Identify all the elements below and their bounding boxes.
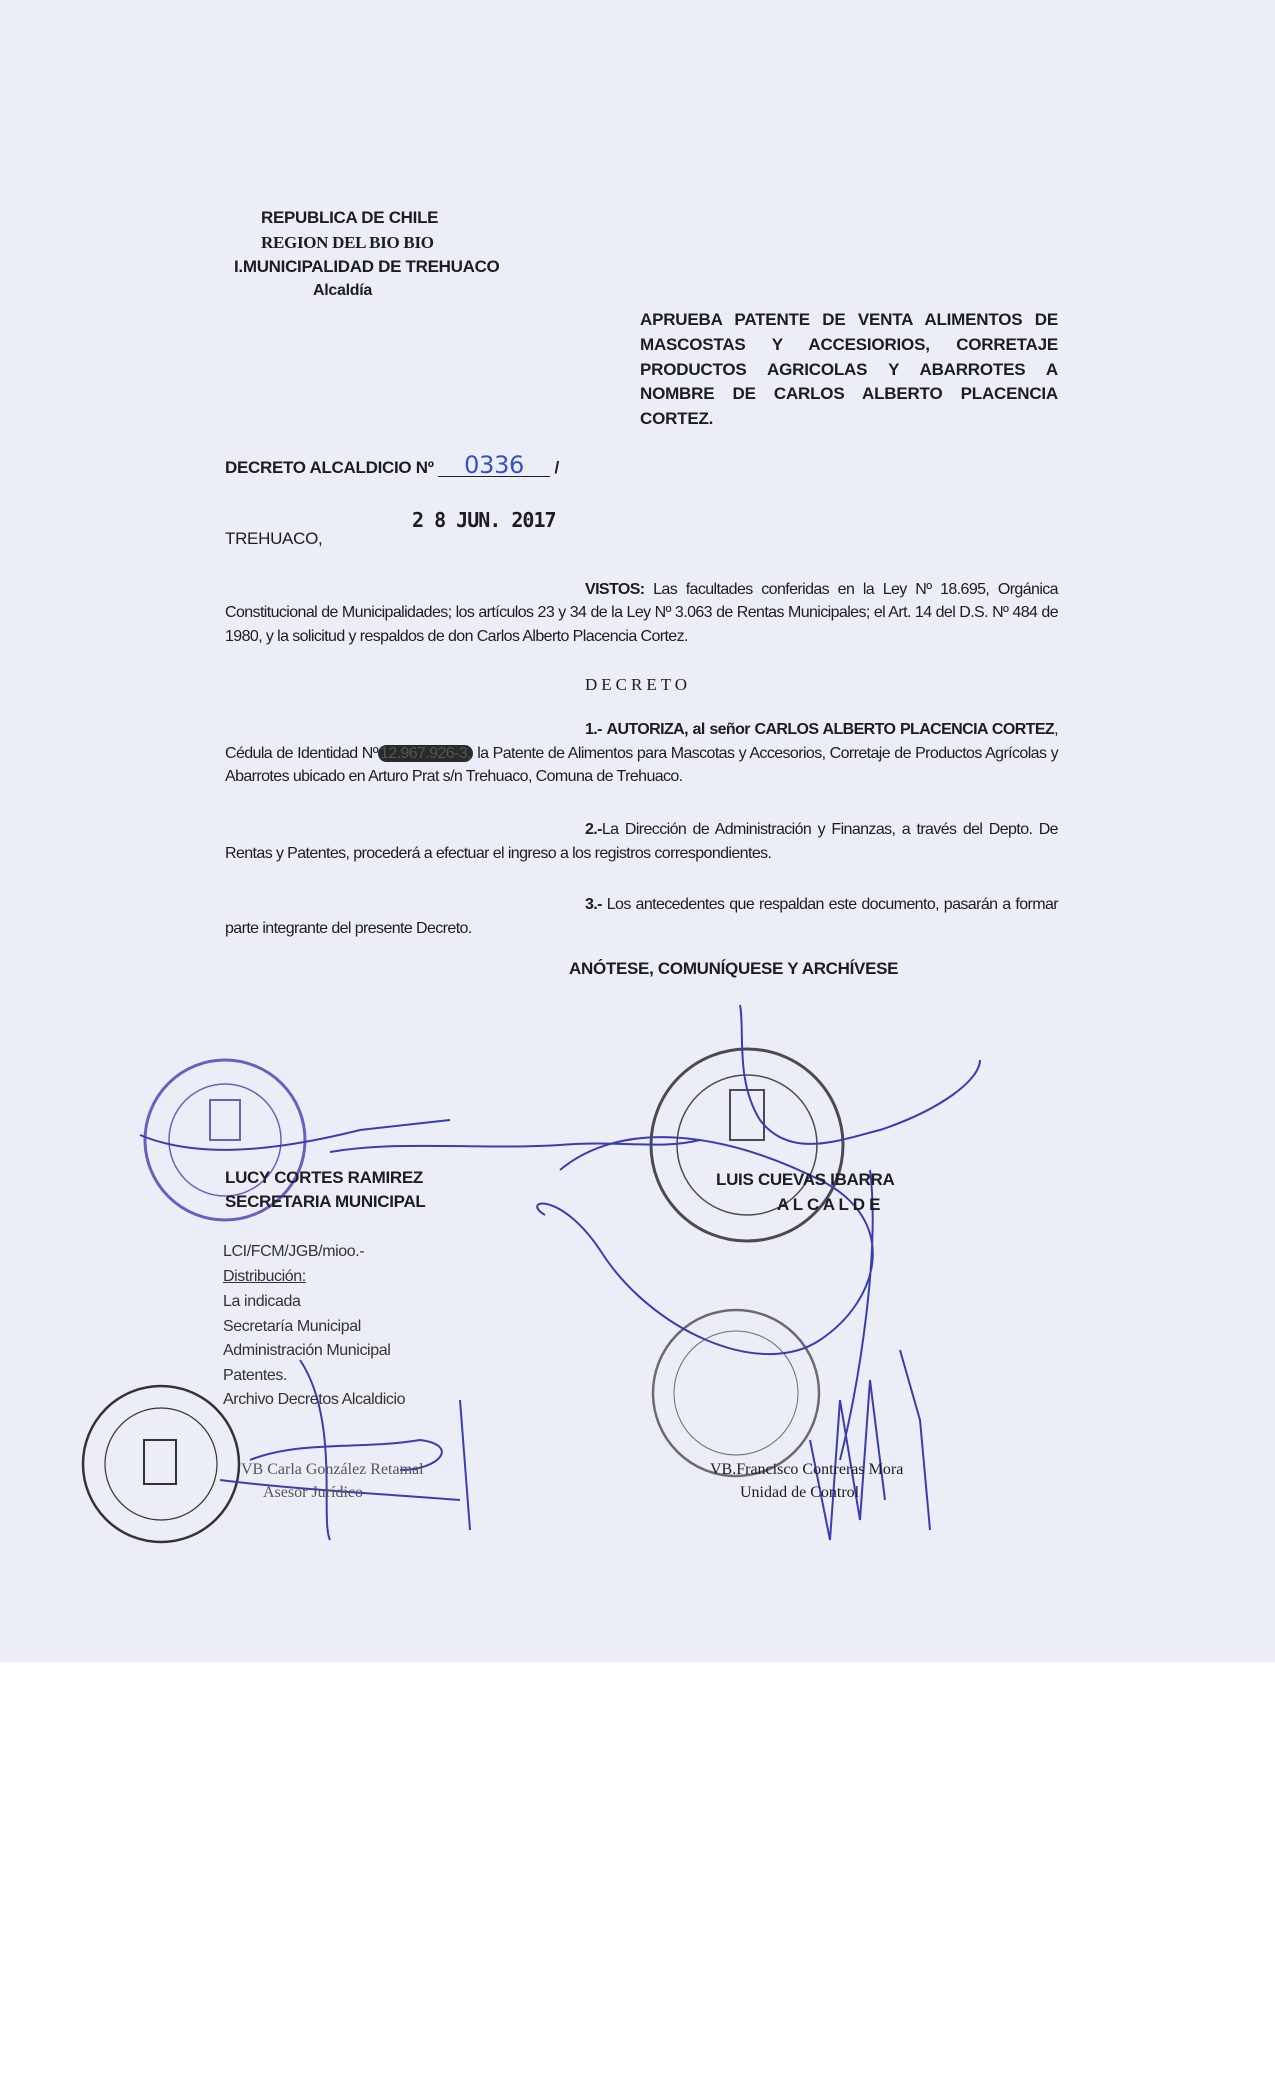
- distribution-label: Distribución:: [223, 1268, 306, 1285]
- header-region: REGION DEL BIO BIO: [261, 233, 434, 252]
- secretary-name: LUCY CORTES RAMIREZ: [225, 1168, 423, 1187]
- header-alcaldia: Alcaldía: [313, 282, 372, 299]
- header-republic: REPUBLICA DE CHILE: [261, 208, 439, 227]
- closing-formula: ANÓTESE, COMUNÍQUESE Y ARCHÍVESE: [569, 959, 899, 979]
- initials: LCI/FCM/JGB/mioo.-: [223, 1243, 365, 1260]
- control-title: Unidad de Control: [740, 1484, 860, 1501]
- vistos-label: VISTOS:: [585, 581, 645, 598]
- item-1-number: 1.-: [585, 721, 602, 739]
- header-municipality: I.MUNICIPALIDAD DE TREHUACO: [234, 257, 500, 276]
- decree-subject: APRUEBA PATENTE DE VENTA ALIMENTOS DE MASCOSTAS Y ACCESIORIOS, CORRETAJE PRODUCTOS AGRICOLAS Y ABARROTES A NOMBRE DE CARLOS ALBERTO PLACENCIA CORTEZ.: [640, 310, 1058, 429]
- redacted-id-number: 12.967.926-3,: [380, 744, 471, 762]
- decree-slash: /: [554, 458, 559, 477]
- decree-date-stamp: 2 8 JUN. 2017: [412, 508, 556, 532]
- item-3-number: 3.-: [585, 896, 602, 914]
- decreto-heading: DECRETO: [585, 675, 692, 695]
- decree-item-1: [225, 718, 1058, 788]
- decree-item-3: [225, 893, 1058, 940]
- mayor-name: LUIS CUEVAS IBARRA: [716, 1170, 895, 1189]
- legal-advisor-name: VB Carla González Retamal: [241, 1461, 424, 1478]
- decree-body: [225, 578, 1058, 980]
- mayor-title: A L C A L D E: [777, 1195, 881, 1214]
- legal-advisor-title: Asesor Jurídico: [263, 1484, 363, 1501]
- vistos-paragraph: [225, 578, 1058, 648]
- item-1-text-a: al señor: [692, 721, 750, 739]
- distribution-item: La indicada: [223, 1293, 301, 1310]
- item-2-number: 2.-: [585, 821, 602, 839]
- distribution-item: Administración Municipal: [223, 1342, 391, 1359]
- decree-place: TREHUACO,: [225, 529, 323, 548]
- distribution-item: Secretaría Municipal: [223, 1318, 361, 1335]
- secretary-title: SECRETARIA MUNICIPAL: [225, 1192, 426, 1211]
- distribution-item: Archivo Decretos Alcaldicio: [223, 1391, 406, 1408]
- control-name: VB.Francisco Contreras Mora: [710, 1461, 904, 1478]
- decree-number: 0336: [438, 454, 550, 477]
- item-2-text: La Dirección de Administración y Finanzas, a través del Depto. De Rentas y Patentes, procederá a efectuar el ingreso a los registros correspondientes.: [225, 821, 1058, 862]
- item-1-text-c: la Patente de Alimentos para Mascotas y Accesorios, Corretaje de Productos Agrícolas y Abarrotes ubicado en Arturo Prat s/n Trehuaco, Comuna de Trehuaco.: [225, 744, 1059, 786]
- decree-number-line: [225, 451, 559, 479]
- item-1-keyword: AUTORIZA,: [606, 721, 688, 739]
- item-3-text: Los antecedentes que respaldan este documento, pasarán a formar parte integrante del presente Decreto.: [225, 896, 1058, 937]
- item-1-text-b: , Cédula de Identidad Nº: [225, 721, 1058, 762]
- item-1-name: CARLOS ALBERTO PLACENCIA CORTEZ: [754, 721, 1055, 739]
- decree-number-label: DECRETO ALCALDICIO Nº: [225, 458, 434, 477]
- vistos-text: Las facultades conferidas en la Ley Nº 18.695, Orgánica Constitucional de Municipalidades; los artículos 23 y 34 de la Ley Nº 3.063 de Rentas Municipales; el Art. 14 del D.S. Nº 484 de 1980, y la solicitud y respaldos de don Carlos Alberto Placencia Cortez.: [225, 581, 1058, 645]
- decree-item-2: [225, 818, 1058, 865]
- distribution-item: Patentes.: [223, 1367, 288, 1384]
